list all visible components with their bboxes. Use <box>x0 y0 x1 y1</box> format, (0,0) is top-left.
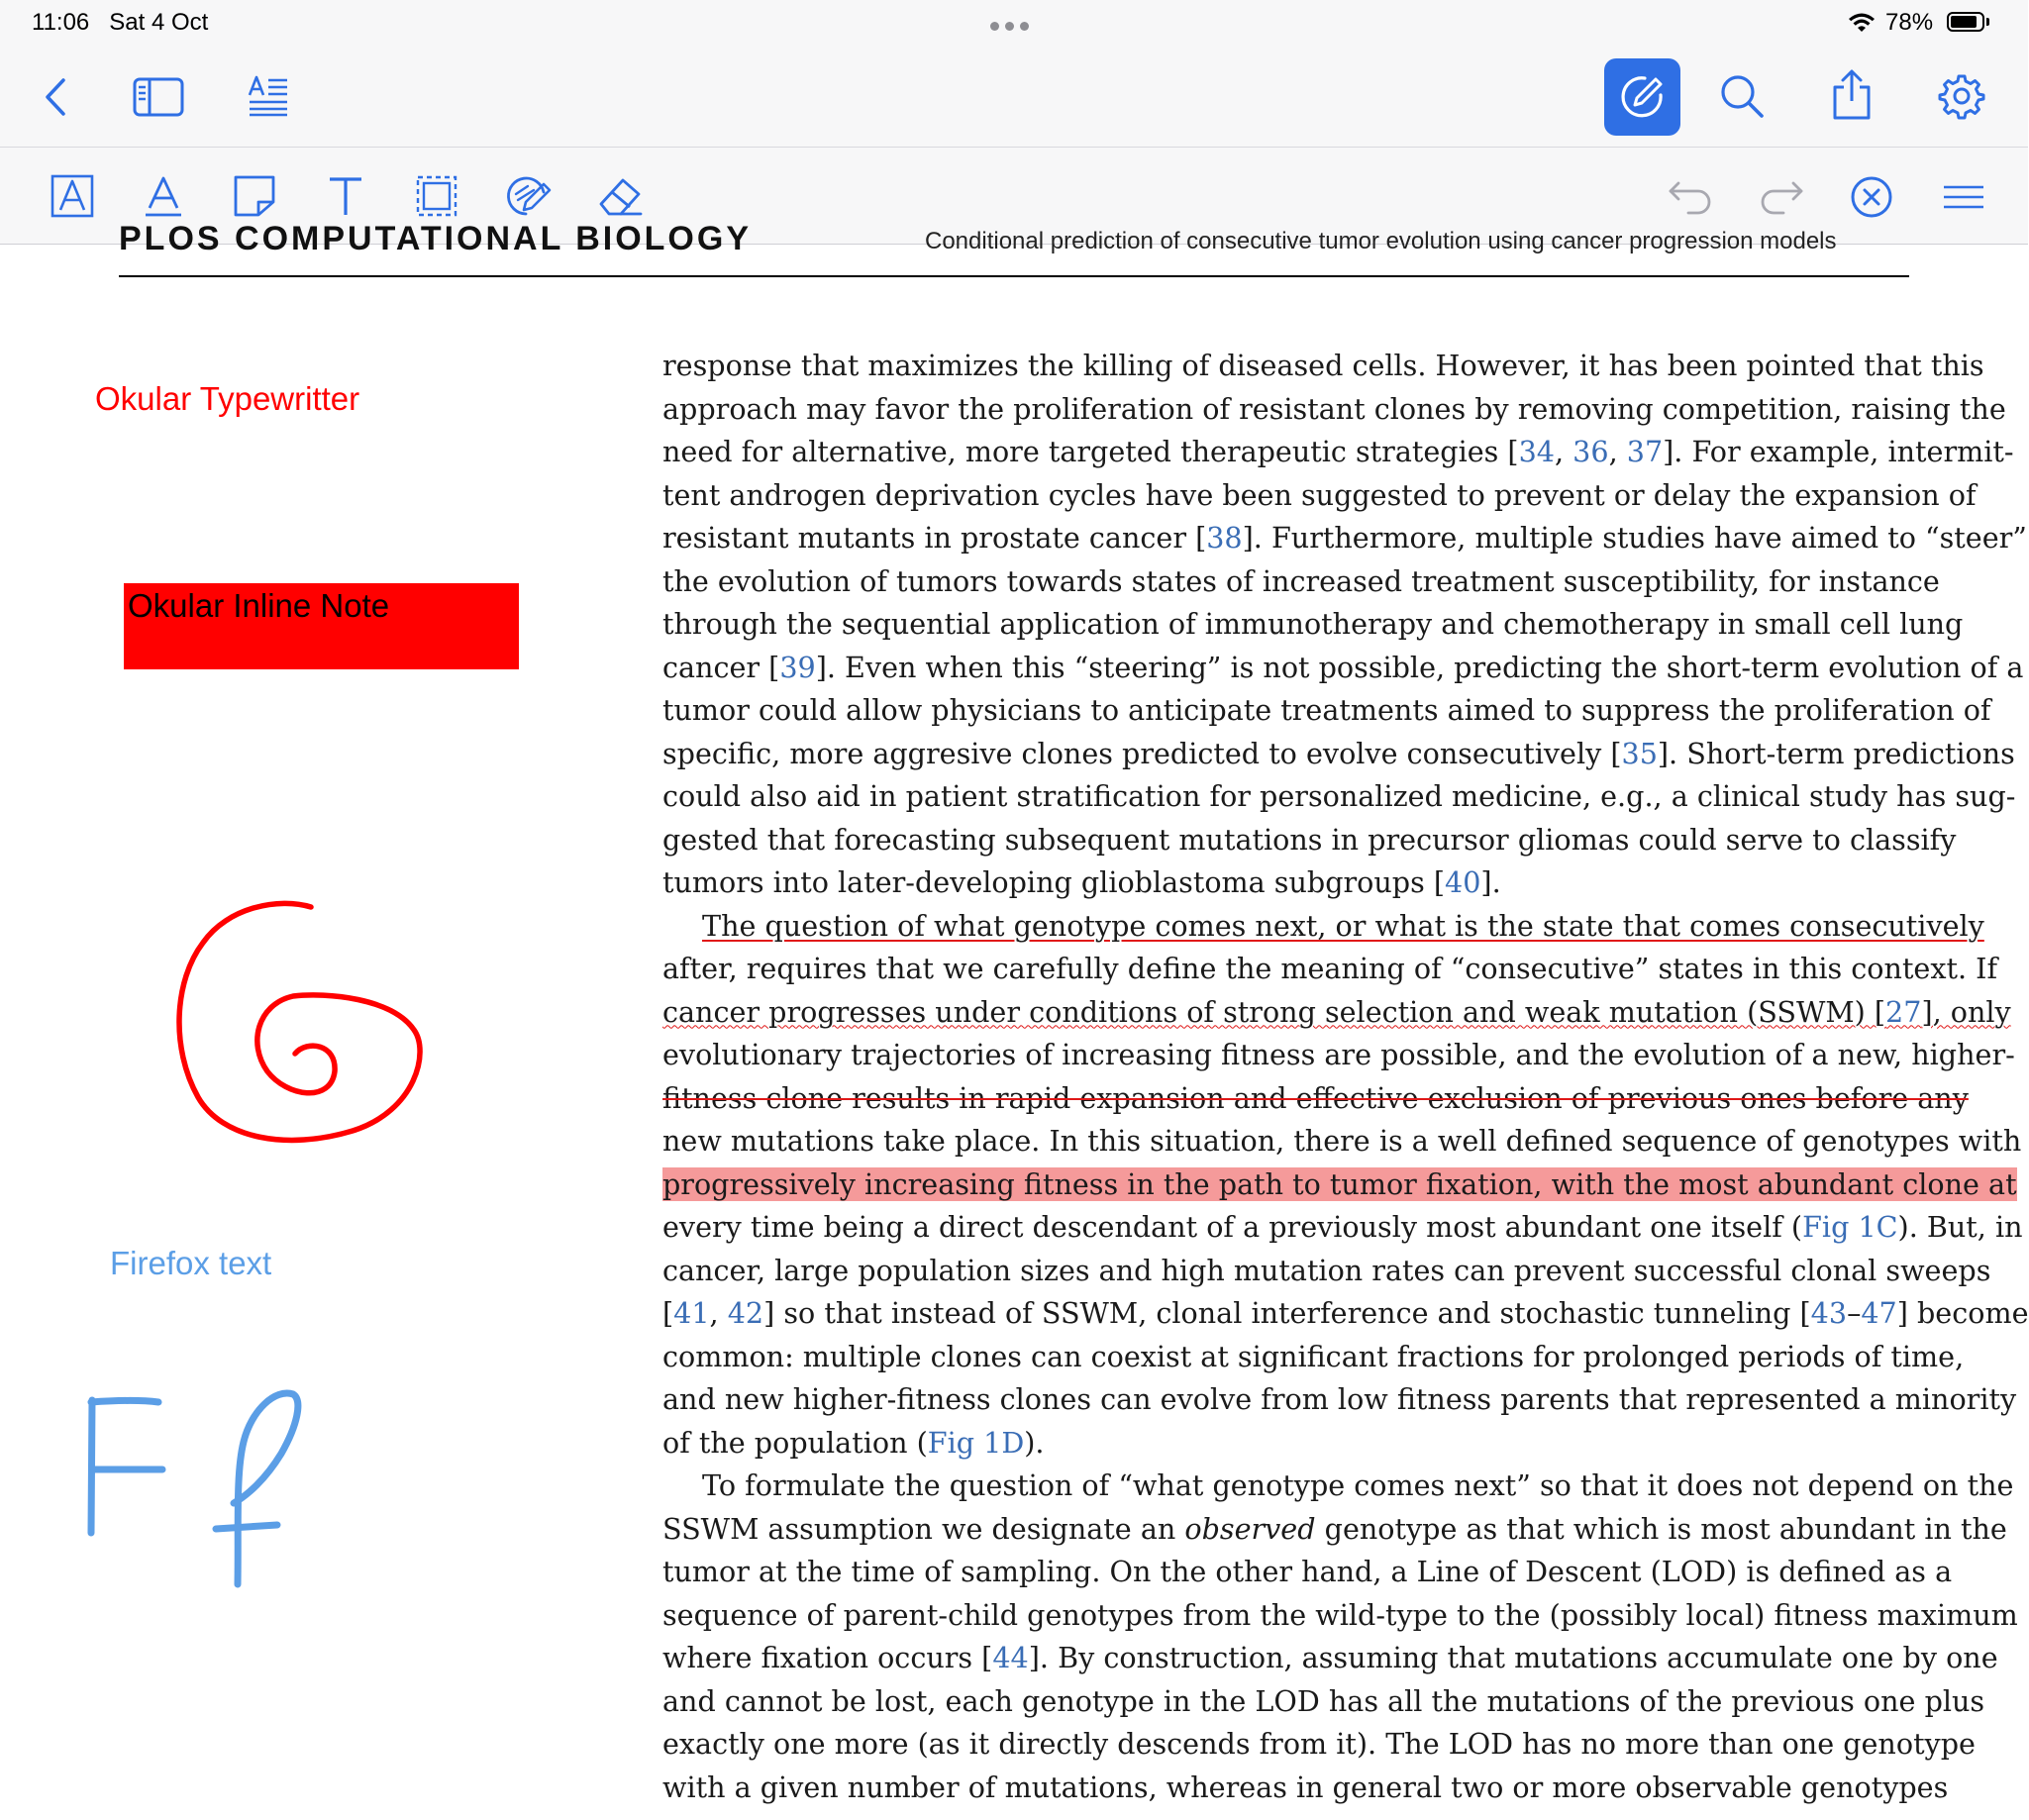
ref-link[interactable]: 40 <box>1445 865 1481 899</box>
settings-icon[interactable] <box>1937 71 1986 121</box>
ref-link[interactable]: 41 <box>673 1296 710 1330</box>
text-line: [41, 42] so that instead of SSWM, clonal interference and stochastic tunneling [43–47] become <box>662 1296 2029 1330</box>
ref-link[interactable]: 44 <box>992 1641 1029 1674</box>
search-icon[interactable] <box>1717 71 1767 121</box>
underlined-line[interactable]: The question of what genotype comes next, or what is the state that comes consecutively <box>702 908 1984 943</box>
text-line: tumors into later-developing glioblastoma subgroups [40]. <box>662 865 1501 899</box>
text-line: sequence of parent-child genotypes from the wild-type to the (possibly local) fitness maximum <box>662 1597 2018 1632</box>
ref-link[interactable]: 27 <box>1885 994 1922 1029</box>
highlighted-line[interactable]: progressively increasing fitness in the path to tumor fixation, with the most abundant clone at <box>662 1166 2017 1201</box>
text-line: SSWM assumption we designate an observed genotype as that which is most abundant in the <box>662 1511 2007 1546</box>
paper-title: Conditional prediction of consecutive tumor evolution using cancer progression models <box>925 228 1837 254</box>
firefox-text-annotation[interactable]: Firefox text <box>110 1245 272 1281</box>
text-line: gested that forecasting subsequent mutations in precursor gliomas could serve to classify <box>662 822 1957 857</box>
text-line: of the population (Fig 1D). <box>662 1425 1045 1460</box>
reader-mode-icon[interactable] <box>246 73 291 119</box>
text-line: and new higher-fitness clones can evolve from low fitness parents that represented a minority <box>662 1382 2017 1416</box>
pdf-header-clip <box>0 220 2028 284</box>
battery-icon <box>1947 12 1984 32</box>
text-line: through the sequential application of immunotherapy and chemotherapy in small cell lung <box>662 607 1964 641</box>
typewriter-annotation[interactable]: Okular Typewritter <box>95 380 360 417</box>
multitasking-dots-icon[interactable] <box>990 18 1038 30</box>
status-time: 11:06 Sat 4 Oct <box>32 9 209 36</box>
text-line: with a given number of mutations, whereas in general two or more observable genotypes <box>662 1769 1949 1804</box>
text-line: could also aid in patient stratification for personalized medicine, e.g., a clinical study has sug- <box>662 779 2016 813</box>
text-line: after, requires that we carefully define the meaning of “consecutive” states in this context. If <box>662 952 1998 985</box>
ref-link[interactable]: 37 <box>1626 435 1664 468</box>
ref-link[interactable]: 39 <box>779 650 816 684</box>
wifi-icon <box>1848 12 1876 34</box>
close-icon[interactable] <box>1848 173 1895 221</box>
text-line: where fixation occurs [44]. By construction, assuming that mutations accumulate one by one <box>662 1641 1998 1674</box>
text-line: tumor could allow physicians to anticipate treatments aimed to suppress the proliferation of <box>662 693 1991 727</box>
figure-link[interactable]: Fig 1C <box>1802 1210 1898 1244</box>
text-line: and cannot be lost, each genotype in the LOD has all the mutations of the previous one plus <box>662 1683 1985 1718</box>
share-icon[interactable] <box>1828 67 1876 123</box>
menu-icon[interactable] <box>1941 177 1986 217</box>
ref-link[interactable]: 36 <box>1572 435 1609 468</box>
area-select-icon[interactable] <box>414 173 459 219</box>
journal-name: PLOS COMPUTATIONAL BIOLOGY <box>119 220 752 257</box>
ref-link[interactable]: 43 <box>1810 1296 1848 1330</box>
status-bar <box>0 0 2028 50</box>
text-line: cancer, large population sizes and high mutation rates can prevent successful clonal sweeps <box>662 1253 1991 1287</box>
text-markup-icon[interactable] <box>141 173 186 219</box>
battery-percent: 78% <box>1885 9 1934 36</box>
text-line: common: multiple clones can coexist at significant fractions for prolonged periods of time, <box>662 1339 1965 1373</box>
ref-link[interactable]: 47 <box>1861 1296 1897 1330</box>
text-line: approach may favor the proliferation of resistant clones by removing competition, raising the <box>662 391 2006 426</box>
free-text-icon[interactable] <box>325 173 366 219</box>
text-line: need for alternative, more targeted therapeutic strategies [34, 36, 37]. For example, intermit- <box>662 435 2014 468</box>
sidebar-icon[interactable] <box>131 75 186 119</box>
ref-link[interactable]: 42 <box>727 1296 764 1330</box>
pen-icon[interactable] <box>505 173 553 219</box>
eraser-icon[interactable] <box>596 173 646 219</box>
top-toolbar <box>0 50 2028 148</box>
ref-link[interactable]: 38 <box>1206 521 1243 555</box>
figure-link[interactable]: Fig 1D <box>927 1425 1025 1460</box>
squiggly-line[interactable]: cancer progresses under conditions of strong selection and weak mutation (SSWM) [27], only <box>662 994 2011 1029</box>
text-line: specific, more aggresive clones predicted to evolve consecutively [35]. Short-term predictions <box>662 736 2015 770</box>
battery-tip <box>1986 18 1989 26</box>
text-line: To formulate the question of “what genotype comes next” so that it does not depend on the <box>702 1468 2014 1502</box>
text-line: exactly one more (as it directly descends from it). The LOD has no more than one genotype <box>662 1727 1976 1761</box>
text-line: evolutionary trajectories of increasing fitness are possible, and the evolution of a new, higher- <box>662 1038 2015 1071</box>
text-line: tent androgen deprivation cycles have been suggested to prevent or delay the expansion of <box>662 477 1977 512</box>
text-line: new mutations take place. In this situation, there is a well defined sequence of genotypes with <box>662 1124 2022 1158</box>
text-line: response that maximizes the killing of diseased cells. However, it has been pointed that this <box>662 349 1984 382</box>
text-line: every time being a direct descendant of a previously most abundant one itself (Fig 1C). But, in <box>662 1210 2023 1244</box>
ref-link[interactable]: 34 <box>1518 435 1555 468</box>
header-rule <box>119 275 1909 277</box>
ref-link[interactable]: 35 <box>1621 736 1658 770</box>
inline-note-text: Okular Inline Note <box>128 587 390 624</box>
text-line: tumor at the time of sampling. On the other hand, a Line of Descent (LOD) is defined as a <box>662 1555 1953 1588</box>
red-spiral-drawing[interactable] <box>158 881 446 1159</box>
note-icon[interactable] <box>232 173 277 219</box>
text-line: the evolution of tumors towards states of increased treatment susceptibility, for instance <box>662 563 1940 598</box>
text-line: resistant mutants in prostate cancer [38]. Furthermore, multiple studies have aimed to “steer” <box>662 521 2027 555</box>
text-line: cancer [39]. Even when this “steering” is not possible, predicting the short-term evolution of a <box>662 650 2024 684</box>
blue-ff-drawing[interactable] <box>79 1376 317 1594</box>
text-box-icon[interactable] <box>50 173 95 219</box>
undo-icon[interactable] <box>1668 177 1713 217</box>
annotate-icon[interactable] <box>1604 58 1680 136</box>
inline-note-annotation[interactable] <box>124 583 519 669</box>
redo-icon[interactable] <box>1759 177 1804 217</box>
back-chevron-icon[interactable] <box>36 71 75 123</box>
strikeout-line[interactable]: fitness clone results in rapid expansion and effective exclusion of previous ones before any <box>662 1080 1969 1115</box>
